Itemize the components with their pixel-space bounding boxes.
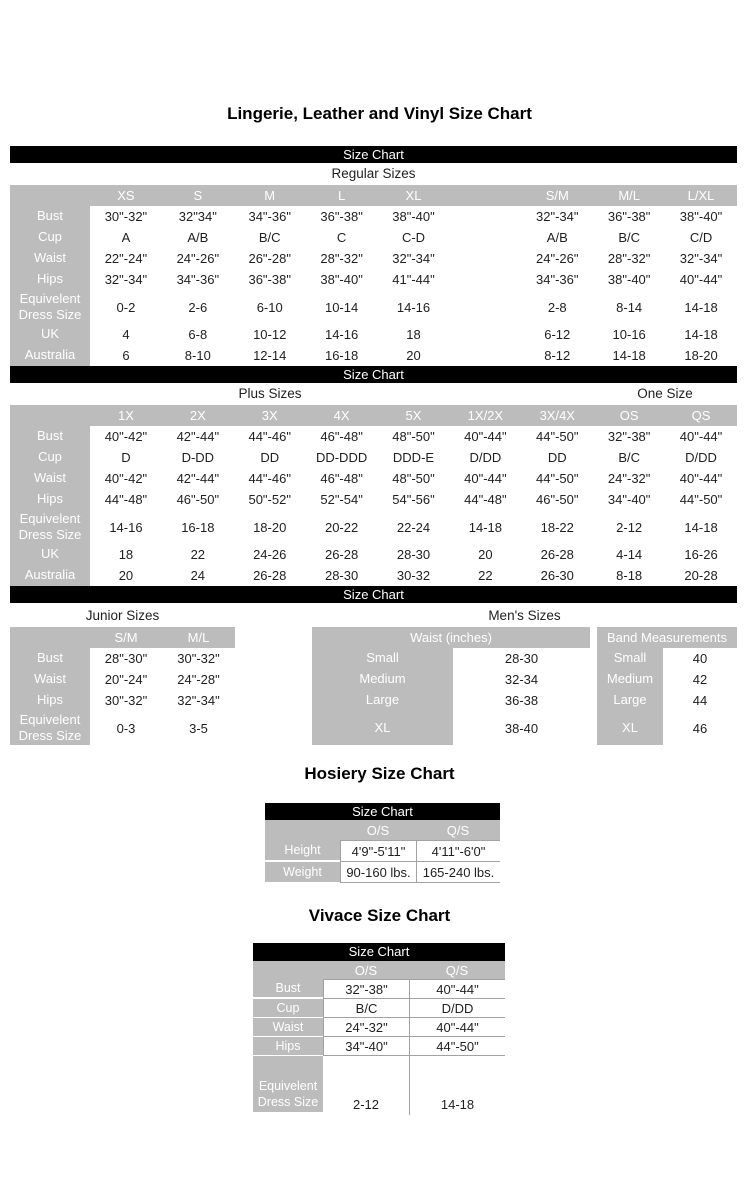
size-value: 46"-50" <box>176 492 220 507</box>
size-value: 2-12 <box>616 519 643 535</box>
size-value <box>449 269 521 290</box>
size-value: 34"-36" <box>248 209 291 224</box>
size-value: 24"-26" <box>176 251 220 266</box>
row-label: Small <box>312 648 453 669</box>
row-label: Hips <box>10 690 90 711</box>
size-value: 40"-42" <box>104 471 148 486</box>
size-value: 46"-48" <box>320 471 363 486</box>
size-value: 8-18 <box>616 568 643 583</box>
size-value: 44"-48" <box>104 492 148 507</box>
size-value: 44"-50" <box>536 471 579 486</box>
column-header: L <box>306 185 378 206</box>
row-label: Equivelent Dress Size <box>10 290 90 324</box>
size-value: 28-30 <box>504 651 539 666</box>
size-value: 42"-44" <box>176 429 220 444</box>
size-chart-bar: Size Chart <box>10 586 737 603</box>
size-value: 42"-44" <box>176 471 220 486</box>
size-value: 44"-46" <box>248 429 291 444</box>
column-header: QS <box>665 405 737 426</box>
size-value: 14-18 <box>684 519 718 535</box>
size-value: 24"-32" <box>323 1018 409 1037</box>
size-value: 44"-50" <box>679 492 723 507</box>
regular-sizes-label: Regular Sizes <box>331 166 416 181</box>
page-title: Lingerie, Leather and Vinyl Size Chart <box>227 104 532 123</box>
size-value: 40"-44" <box>409 979 505 999</box>
size-value: 40 <box>692 651 708 666</box>
row-label: Bust <box>10 206 90 227</box>
size-value: DD <box>547 450 567 465</box>
size-value: 20"-24" <box>104 672 148 687</box>
column-header: M <box>234 185 306 206</box>
size-value: 34"-36" <box>536 272 579 287</box>
size-value: 14-16 <box>324 327 359 342</box>
size-value: 2-12 <box>352 1097 380 1112</box>
column-header: L/XL <box>665 185 737 206</box>
size-value: 40"-44" <box>464 429 507 444</box>
column-header <box>449 185 521 206</box>
size-value: 41"-44" <box>392 272 435 287</box>
size-value: 24"-26" <box>536 251 579 266</box>
size-value: 48"-50" <box>392 471 435 486</box>
size-value: 32"-34" <box>536 209 579 224</box>
size-value: 6 <box>122 348 130 363</box>
size-value: 4-14 <box>616 547 643 562</box>
size-value: DD <box>260 450 280 465</box>
size-chart-bar: Size Chart <box>265 803 500 820</box>
size-value: 24"-28" <box>177 672 220 687</box>
vivace-title: Vivace Size Chart <box>308 906 451 925</box>
size-value: B/C <box>618 230 640 245</box>
column-header: S/M <box>521 185 593 206</box>
table-gap <box>590 669 597 690</box>
size-value: 32"-38" <box>607 429 651 444</box>
size-value <box>449 206 521 227</box>
junior-sizes-label: Junior Sizes <box>85 607 160 623</box>
row-label: Height <box>265 840 340 860</box>
size-value: 40"-42" <box>104 429 148 444</box>
row-label: Medium <box>597 669 663 690</box>
row-label: Waist <box>10 669 90 690</box>
row-label: UK <box>10 324 90 345</box>
junior-mens-tables <box>10 627 747 745</box>
column-header: Q/S <box>409 961 505 979</box>
size-value: 2-6 <box>188 299 208 315</box>
row-label: Australia <box>10 565 90 586</box>
row-label: Waist <box>10 248 90 269</box>
plus-sizes-table <box>10 405 737 586</box>
size-value: 22-24 <box>396 519 431 535</box>
regular-sizes-table <box>10 185 737 366</box>
size-value: 4 <box>122 327 130 342</box>
size-value: 40"-44" <box>679 272 723 287</box>
size-value: 34"-40" <box>607 492 651 507</box>
size-value: 54"-56" <box>392 492 435 507</box>
size-value: A/B <box>187 230 209 245</box>
size-chart-bar: Size Chart <box>10 366 737 383</box>
row-label: Bust <box>253 979 323 997</box>
size-chart-bar: Size Chart <box>10 146 737 163</box>
size-value: 38"-40" <box>320 272 363 287</box>
hosiery-title: Hosiery Size Chart <box>304 764 455 783</box>
size-value: 26-28 <box>324 547 359 562</box>
size-value: 44 <box>692 693 708 708</box>
size-value: 28-30 <box>396 547 431 562</box>
header-spacer <box>10 185 90 206</box>
size-value: 14-18 <box>612 348 646 363</box>
size-value: 46"-50" <box>536 492 579 507</box>
row-label: Waist <box>10 468 90 489</box>
row-label: Hips <box>253 1037 323 1055</box>
column-header: 4X <box>306 405 378 426</box>
size-value <box>449 227 521 248</box>
size-value: 26"-28" <box>248 251 291 266</box>
size-value: 4'11"-6'0" <box>416 840 500 862</box>
column-header: 1X/2X <box>449 405 521 426</box>
column-header: M/L <box>162 627 235 648</box>
size-value: 38"-40" <box>679 209 723 224</box>
size-value: 16-18 <box>324 348 359 363</box>
size-value: 26-30 <box>540 568 574 583</box>
size-value: 24 <box>190 568 206 583</box>
size-value: C <box>336 230 347 245</box>
hosiery-size-table <box>265 803 500 883</box>
header-spacer <box>10 405 90 426</box>
size-value: 24-26 <box>253 547 287 562</box>
row-label: Equivelent Dress Size <box>10 510 90 544</box>
size-value: C/D <box>689 230 713 245</box>
size-value: 38"-40" <box>607 272 651 287</box>
size-chart-bar: Size Chart <box>253 943 505 961</box>
size-value: 26-28 <box>253 568 287 583</box>
plus-sizes-label: Plus Sizes <box>238 386 302 401</box>
column-header: 3X/4X <box>521 405 593 426</box>
column-header: M/L <box>593 185 665 206</box>
row-label: Australia <box>10 345 90 366</box>
row-label <box>253 1056 323 1076</box>
size-value: 22 <box>478 568 493 583</box>
size-value: 30"-32" <box>104 209 148 224</box>
column-header: XS <box>90 185 162 206</box>
size-value: D/DD <box>409 999 505 1018</box>
column-header: 5X <box>378 405 450 426</box>
size-value: 50"-52" <box>248 492 291 507</box>
size-value: 30-32 <box>396 568 431 583</box>
column-header: XL <box>378 185 450 206</box>
size-value: 36"-38" <box>320 209 363 224</box>
size-value: 40"-44" <box>464 471 507 486</box>
size-value: 8-12 <box>544 348 571 363</box>
size-value: 8-10 <box>184 348 211 363</box>
size-value: 32"-34" <box>177 693 220 708</box>
size-value: 24"-32" <box>607 471 651 486</box>
spacer-cell <box>323 1056 409 1076</box>
row-label: Cup <box>10 447 90 468</box>
size-value <box>449 324 521 345</box>
column-header: O/S <box>323 961 409 979</box>
table-gap <box>590 648 597 669</box>
size-value: 20 <box>118 568 134 583</box>
size-value: 20 <box>406 348 421 363</box>
size-value: 20 <box>478 547 493 562</box>
size-value: 14-18 <box>468 519 502 535</box>
size-value: 32"-38" <box>323 979 409 999</box>
row-label: Medium <box>312 669 453 690</box>
size-value <box>449 345 521 366</box>
row-label: Large <box>597 690 663 711</box>
column-header: S/M <box>90 627 162 648</box>
junior-mens-section <box>10 603 747 627</box>
size-value: 165-240 lbs. <box>416 862 500 883</box>
row-label: Large <box>312 690 453 711</box>
row-label: Hips <box>10 269 90 290</box>
size-value: D-DD <box>181 450 215 465</box>
size-value: 2-8 <box>547 299 567 315</box>
size-value: 44"-50" <box>536 429 579 444</box>
size-value <box>449 290 521 324</box>
row-label: Cup <box>10 227 90 248</box>
size-value: 14-16 <box>396 299 431 315</box>
size-value: 44"-46" <box>248 471 291 486</box>
size-value: 14-18 <box>409 1076 505 1115</box>
column-header: OS <box>593 405 665 426</box>
size-value: 14-18 <box>684 299 718 315</box>
size-value: 44"-48" <box>464 492 507 507</box>
row-label: Waist <box>253 1018 323 1036</box>
size-value: 32"-34" <box>392 251 435 266</box>
size-value: 12-14 <box>253 348 287 363</box>
size-value: DD-DDD <box>315 450 368 465</box>
size-value: B/C <box>323 999 409 1018</box>
junior-sizes-table <box>10 627 235 745</box>
size-value: 52"-54" <box>320 492 363 507</box>
size-value: 28"-30" <box>104 651 148 666</box>
size-value: 38-40 <box>504 720 539 736</box>
table-gap <box>590 690 597 711</box>
size-value: 40"-44" <box>409 1018 505 1037</box>
size-value: 32"-34" <box>679 251 723 266</box>
header-spacer <box>10 627 90 648</box>
size-value: 40"-44" <box>679 471 723 486</box>
size-value: 18 <box>118 547 134 562</box>
size-value: 0-2 <box>116 299 136 315</box>
size-value: D <box>121 450 131 465</box>
column-header: S <box>162 185 234 206</box>
size-value: D/DD <box>469 450 502 465</box>
size-value: D/DD <box>685 450 717 465</box>
size-value: B/C <box>258 230 281 245</box>
row-label: Weight <box>265 862 340 882</box>
row-label: Small <box>597 648 663 669</box>
row-label: Equivelent Dress Size <box>253 1076 323 1112</box>
size-value: 36-38 <box>504 693 539 708</box>
size-value: 30"-32" <box>104 693 148 708</box>
size-value: 18-22 <box>540 519 574 535</box>
size-value: 32"34" <box>178 209 217 224</box>
size-value: 14-18 <box>684 327 718 342</box>
size-value: 20-28 <box>684 568 718 583</box>
row-label: XL <box>597 711 663 745</box>
size-value <box>449 248 521 269</box>
row-label: UK <box>10 544 90 565</box>
size-value: 32"-34" <box>104 272 148 287</box>
size-value: 28-30 <box>324 568 359 583</box>
size-value: 18-20 <box>684 348 718 363</box>
size-value: 90-160 lbs. <box>340 862 416 883</box>
size-value: DDD-E <box>392 450 435 465</box>
size-value: 36"-38" <box>607 209 651 224</box>
size-value: 34"-40" <box>323 1037 409 1056</box>
size-value: A <box>121 230 131 245</box>
size-value: 30"-32" <box>177 651 220 666</box>
size-value: 6-12 <box>544 327 571 342</box>
size-value: 46 <box>692 720 708 736</box>
size-value: 46"-48" <box>320 429 363 444</box>
size-value: 0-3 <box>116 720 136 736</box>
one-size-label: One Size <box>637 386 693 401</box>
row-label: Bust <box>10 648 90 669</box>
size-value: 10-12 <box>253 327 287 342</box>
size-value: 18-20 <box>253 519 287 535</box>
size-value: 3-5 <box>189 720 208 736</box>
table-gap <box>590 627 597 648</box>
size-value: 14-16 <box>109 519 143 535</box>
size-value: C-D <box>401 230 426 245</box>
header-spacer <box>265 820 340 840</box>
row-label: Bust <box>10 426 90 447</box>
row-label: Hips <box>10 489 90 510</box>
row-label: Cup <box>253 999 323 1017</box>
size-value: 26-28 <box>540 547 574 562</box>
size-value: 6-8 <box>188 327 208 342</box>
size-value: 22"-24" <box>104 251 148 266</box>
band-column-header: Band Measurements <box>597 627 737 648</box>
size-value: 38"-40" <box>392 209 435 224</box>
waist-column-header: Waist (inches) <box>312 627 590 648</box>
vivace-size-table <box>253 943 505 1115</box>
plus-sizes-section <box>10 383 737 405</box>
size-value: 22 <box>190 547 206 562</box>
size-value: 4'9"-5'11" <box>340 840 416 862</box>
row-label: XL <box>312 711 453 745</box>
size-value: 8-14 <box>616 299 643 315</box>
size-value: 16-26 <box>684 547 718 562</box>
size-value: 18 <box>406 327 421 342</box>
size-value: 48"-50" <box>392 429 435 444</box>
column-header: 1X <box>90 405 162 426</box>
spacer-cell <box>409 1056 505 1076</box>
regular-sizes-section <box>10 163 737 185</box>
size-value: 10-16 <box>612 327 646 342</box>
size-value: 28"-32" <box>607 251 651 266</box>
row-label: Equivelent Dress Size <box>10 711 90 745</box>
size-value: 42 <box>692 672 708 687</box>
size-value: 40"-44" <box>679 429 723 444</box>
mens-sizes-table <box>312 627 737 745</box>
size-value: 10-14 <box>324 299 359 315</box>
size-value: 34"-36" <box>176 272 220 287</box>
size-value: 36"-38" <box>248 272 291 287</box>
column-header: 3X <box>234 405 306 426</box>
size-value: 44"-50" <box>409 1037 505 1056</box>
mens-sizes-label: Men's Sizes <box>488 607 561 623</box>
size-value: B/C <box>618 450 640 465</box>
size-value: 32-34 <box>504 672 539 687</box>
column-header: 2X <box>162 405 234 426</box>
size-value: 28"-32" <box>320 251 363 266</box>
size-value: 6-10 <box>256 299 283 315</box>
header-spacer <box>253 961 323 979</box>
column-header: Q/S <box>416 820 500 840</box>
column-header: O/S <box>340 820 416 840</box>
size-value: 20-22 <box>324 519 359 535</box>
table-gap <box>590 711 597 732</box>
size-value: 16-18 <box>181 519 215 535</box>
size-value: A/B <box>546 230 568 245</box>
